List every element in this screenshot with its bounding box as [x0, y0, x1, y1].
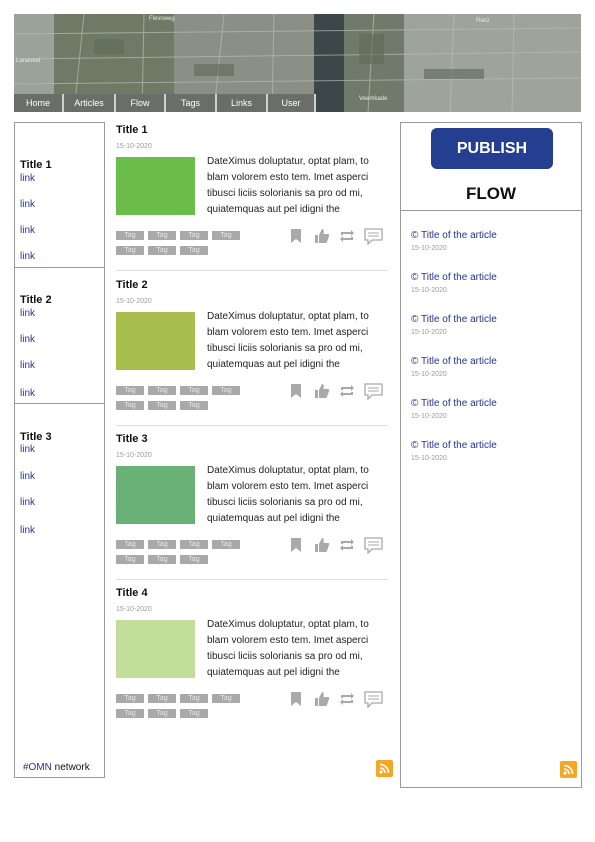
article-title[interactable]: Title 4: [116, 587, 148, 599]
comment-icon[interactable]: [364, 383, 383, 405]
flow-item[interactable]: [411, 272, 576, 294]
rss-icon[interactable]: [376, 760, 393, 777]
flow-item[interactable]: [411, 440, 576, 462]
tag-chip[interactable]: Tag: [116, 709, 144, 718]
article-date: 15-10-2020: [116, 606, 152, 613]
article-excerpt: DateXimus doluptatur, optat plam, to blam volorem esto tem. Imet asperci tibusci liciis solorianis sa pro od mi, quiatemquas aut pel idigni the: [207, 619, 369, 678]
flow-item[interactable]: [411, 356, 576, 378]
sidebar-link[interactable]: link: [20, 360, 36, 371]
tag-chip[interactable]: Tag: [116, 246, 144, 255]
tag-chip[interactable]: Tag: [180, 246, 208, 255]
flow-item-date: 15-10-2020: [411, 287, 447, 294]
comment-icon[interactable]: [364, 691, 383, 713]
article-thumbnail[interactable]: [116, 312, 195, 370]
copyright-icon: ©: [411, 314, 419, 325]
flow-item-date: 15-10-2020: [411, 329, 447, 336]
tag-chip[interactable]: Tag: [116, 694, 144, 703]
tag-chip[interactable]: Tag: [180, 386, 208, 395]
tag-chip[interactable]: Tag: [180, 401, 208, 410]
network-text: network: [51, 762, 90, 773]
tag-chip[interactable]: Tag: [180, 555, 208, 564]
flow-item[interactable]: [411, 314, 576, 336]
tag-chip[interactable]: Tag: [180, 540, 208, 549]
main-nav: [14, 94, 316, 112]
tag-chip[interactable]: Tag: [148, 231, 176, 240]
flow-item-link[interactable]: Title of the article: [420, 440, 497, 451]
sidebar-group-title: Title 3: [20, 431, 52, 443]
nav-user[interactable]: User: [268, 94, 316, 112]
sidebar-link[interactable]: link: [20, 199, 36, 210]
flow-item-link[interactable]: Title of the article: [420, 398, 497, 409]
bookmark-icon[interactable]: [290, 691, 302, 712]
repost-icon[interactable]: [338, 691, 356, 712]
map-label: Flevoweg: [149, 16, 175, 22]
flow-heading: FLOW: [465, 184, 517, 203]
tag-chip[interactable]: Tag: [148, 555, 176, 564]
flow-item-date: 15-10-2020: [411, 455, 447, 462]
article-date: 15-10-2020: [116, 452, 152, 459]
tag-chip[interactable]: Tag: [212, 540, 240, 549]
rss-icon[interactable]: [560, 761, 577, 778]
bookmark-icon[interactable]: [290, 537, 302, 558]
nav-home[interactable]: Home: [14, 94, 64, 112]
like-icon[interactable]: [314, 383, 330, 404]
map-label: Veemkade: [359, 96, 388, 102]
tag-chip[interactable]: Tag: [180, 694, 208, 703]
article-title[interactable]: Title 1: [116, 124, 148, 136]
network-label[interactable]: [23, 762, 90, 773]
network-hashtag[interactable]: #OMN: [23, 762, 52, 773]
sidebar-link[interactable]: link: [20, 173, 36, 184]
flow-item[interactable]: [411, 230, 576, 252]
tag-chip[interactable]: Tag: [116, 540, 144, 549]
sidebar-link[interactable]: link: [20, 225, 36, 236]
copyright-icon: ©: [411, 398, 419, 409]
tag-chip[interactable]: Tag: [116, 401, 144, 410]
copyright-icon: ©: [411, 230, 419, 241]
nav-tags[interactable]: Tags: [166, 94, 217, 112]
article-divider: [116, 579, 388, 580]
tag-chip[interactable]: Tag: [212, 231, 240, 240]
sidebar-divider: [15, 267, 104, 268]
like-icon[interactable]: [314, 228, 330, 249]
flow-item-date: 15-10-2020: [411, 371, 447, 378]
sidebar-link[interactable]: link: [20, 525, 36, 536]
copyright-icon: ©: [411, 356, 419, 367]
tag-chip[interactable]: Tag: [180, 231, 208, 240]
flow-item-link[interactable]: Title of the article: [420, 272, 497, 283]
tag-chip[interactable]: Tag: [212, 694, 240, 703]
map-label: Rietz: [476, 18, 490, 24]
tag-chip[interactable]: Tag: [212, 386, 240, 395]
sidebar-link[interactable]: link: [20, 334, 36, 345]
tag-chip[interactable]: Tag: [148, 246, 176, 255]
tag-chip[interactable]: Tag: [148, 540, 176, 549]
sidebar-divider: [15, 403, 104, 404]
map-label: Lanaveel: [16, 58, 41, 64]
repost-icon[interactable]: [338, 228, 356, 249]
tag-chip[interactable]: Tag: [148, 694, 176, 703]
tag-chip[interactable]: Tag: [148, 709, 176, 718]
article-thumbnail[interactable]: [116, 157, 195, 215]
copyright-icon: ©: [411, 440, 419, 451]
article-actions: [288, 228, 388, 248]
nav-links[interactable]: Links: [217, 94, 268, 112]
sidebar-link[interactable]: link: [20, 471, 36, 482]
article-date: 15-10-2020: [116, 298, 152, 305]
sidebar-link[interactable]: link: [20, 251, 36, 262]
flow-item-link[interactable]: Title of the article: [420, 356, 497, 367]
sidebar-group-title: Title 2: [20, 294, 52, 306]
flow-item-title[interactable]: [411, 356, 576, 367]
flow-item-date: 15-10-2020: [411, 245, 447, 252]
flow-item-title[interactable]: [411, 440, 576, 451]
sidebar-link[interactable]: link: [20, 444, 36, 455]
article-excerpt: DateXimus doluptatur, optat plam, to blam volorem esto tem. Imet asperci tibusci liciis solorianis sa pro od mi, quiatemquas aut pel idigni the: [207, 156, 369, 215]
like-icon[interactable]: [314, 537, 330, 558]
article-excerpt: DateXimus doluptatur, optat plam, to blam volorem esto tem. Imet asperci tibusci liciis solorianis sa pro od mi, quiatemquas aut pel idigni the: [207, 311, 369, 370]
flow-item-title[interactable]: [411, 230, 576, 241]
bookmark-icon[interactable]: [290, 228, 302, 249]
flow-item-date: 15-10-2020: [411, 413, 447, 420]
flow-item-link[interactable]: Title of the article: [420, 230, 497, 241]
repost-icon[interactable]: [338, 537, 356, 558]
flow-item-title[interactable]: [411, 272, 576, 283]
sidebar-group-title: Title 1: [20, 159, 52, 171]
flow-item-link[interactable]: Title of the article: [420, 314, 497, 325]
flow-item-title[interactable]: [411, 398, 576, 409]
article-actions: [288, 383, 388, 403]
sidebar-link[interactable]: link: [20, 308, 36, 319]
flow-item[interactable]: [411, 398, 576, 420]
sidebar-link[interactable]: link: [20, 388, 36, 399]
article-actions: [288, 691, 388, 711]
sidebar-link[interactable]: link: [20, 497, 36, 508]
nav-flow[interactable]: Flow: [116, 94, 166, 112]
article-date: 15-10-2020: [116, 143, 152, 150]
article-actions: [288, 537, 388, 557]
tag-chip[interactable]: Tag: [116, 386, 144, 395]
article-divider: [116, 270, 388, 271]
article-divider: [116, 425, 388, 426]
article-thumbnail[interactable]: [116, 466, 195, 524]
tag-chip[interactable]: Tag: [148, 401, 176, 410]
comment-icon[interactable]: [364, 537, 383, 559]
tag-chip[interactable]: Tag: [180, 709, 208, 718]
article-thumbnail[interactable]: [116, 620, 195, 678]
comment-icon[interactable]: [364, 228, 383, 250]
flow-divider: [401, 210, 581, 211]
left-sidebar: [14, 122, 105, 778]
nav-articles[interactable]: Articles: [64, 94, 116, 112]
copyright-icon: ©: [411, 272, 419, 283]
tag-chip[interactable]: Tag: [148, 386, 176, 395]
bookmark-icon[interactable]: [290, 383, 302, 404]
publish-button[interactable]: PUBLISH: [431, 128, 553, 169]
article-title[interactable]: Title 2: [116, 279, 148, 291]
flow-item-title[interactable]: [411, 314, 576, 325]
repost-icon[interactable]: [338, 383, 356, 404]
like-icon[interactable]: [314, 691, 330, 712]
right-sidebar: [400, 122, 582, 788]
article-excerpt: DateXimus doluptatur, optat plam, to blam volorem esto tem. Imet asperci tibusci liciis solorianis sa pro od mi, quiatemquas aut pel idigni the: [207, 465, 369, 524]
tag-chip[interactable]: Tag: [116, 555, 144, 564]
tag-chip[interactable]: Tag: [116, 231, 144, 240]
article-title[interactable]: Title 3: [116, 433, 148, 445]
